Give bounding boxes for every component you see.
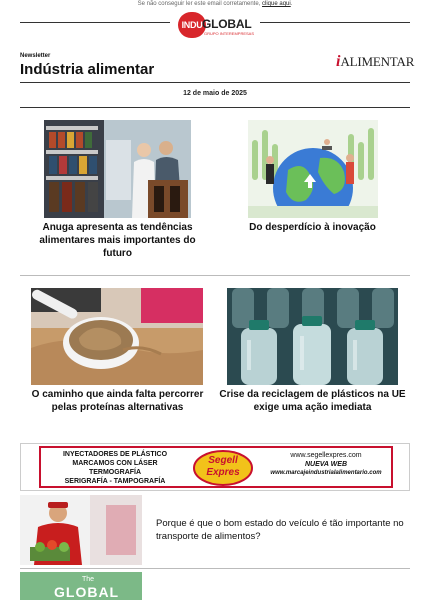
induglobal-sub: GRUPO INTEREMPRESAS: [204, 31, 255, 36]
divider: [20, 107, 410, 108]
ialimentar-word: ALIMENTAR: [340, 54, 415, 69]
segell-expres-logo: [193, 450, 253, 486]
ad-url2[interactable]: www.marcajeindustrialalimentario.com: [270, 470, 382, 476]
list-item-title[interactable]: Porque é que o bom estado do veículo é tão importante no transporte de alimentos?: [156, 518, 404, 542]
issue-date: 12 de maio de 2025: [183, 90, 247, 97]
ialimentar-i: i: [336, 53, 341, 70]
ad-line: TERMOGRAFÍA: [88, 469, 142, 476]
article-title[interactable]: Anuga apresenta as tendências alimentares mais importantes do futuro: [39, 222, 196, 259]
ad-logo-bottom: Expres: [206, 467, 240, 478]
read-online-link[interactable]: clique aqui: [262, 1, 291, 7]
article-card[interactable]: [20, 288, 215, 433]
article-title[interactable]: O caminho que ainda falta percorrer pelas proteínas alternativas: [31, 389, 204, 413]
ad-frame: [39, 446, 393, 488]
divider: [20, 82, 410, 83]
induglobal-logo[interactable]: [178, 12, 254, 38]
article-card[interactable]: [20, 120, 215, 265]
bottom-teaser-image[interactable]: [20, 572, 142, 600]
induglobal-badge: INDU: [178, 12, 206, 38]
ad-banner[interactable]: [20, 443, 410, 491]
list-item-image-delivery[interactable]: [20, 495, 142, 565]
logo-row: [20, 12, 410, 42]
logo-rule-right: [260, 22, 410, 23]
article-image-recycling[interactable]: [248, 120, 378, 218]
newsletter-label: Newsletter: [20, 53, 51, 59]
ad-site[interactable]: www.segellexpres.com: [290, 452, 362, 459]
bottom-teaser-line1: The: [82, 576, 95, 583]
article-image-protein-powder[interactable]: [31, 288, 203, 385]
bottom-teaser-line2: GLOBAL: [54, 584, 120, 600]
article-image-expo[interactable]: [44, 120, 191, 218]
divider: [20, 275, 410, 276]
read-online-prefix: Se não conseguir ler este email corretamente,: [137, 1, 263, 7]
ad-web-label: NUEVA WEB: [305, 461, 347, 468]
ad-line: SERIGRAFÍA - TAMPOGRAFÍA: [64, 478, 166, 485]
divider: [20, 568, 410, 569]
article-card[interactable]: [215, 288, 410, 433]
page-title: Indústria alimentar: [20, 61, 155, 78]
ad-web: [259, 451, 393, 478]
ad-line: INYECTADORES DE PLÁSTICO: [62, 451, 168, 458]
article-title[interactable]: Do desperdício à inovação: [249, 222, 376, 233]
induglobal-word: GLOBAL: [202, 17, 252, 31]
article-card[interactable]: [215, 120, 410, 265]
logo-rule-left: [20, 22, 170, 23]
ad-services: [45, 450, 185, 486]
list-item[interactable]: [20, 495, 410, 565]
article-title[interactable]: Crise da reciclagem de plásticos na UE exige uma ação imediata: [219, 389, 406, 413]
ad-logo-top: Segell: [208, 455, 238, 466]
ad-line: MARCAMOS CON LÁSER: [72, 460, 158, 467]
ialimentar-logo[interactable]: [336, 53, 415, 71]
article-image-plastic-bottles[interactable]: [227, 288, 398, 385]
read-online-suffix: .: [290, 1, 293, 7]
read-online-note: [0, 0, 430, 12]
